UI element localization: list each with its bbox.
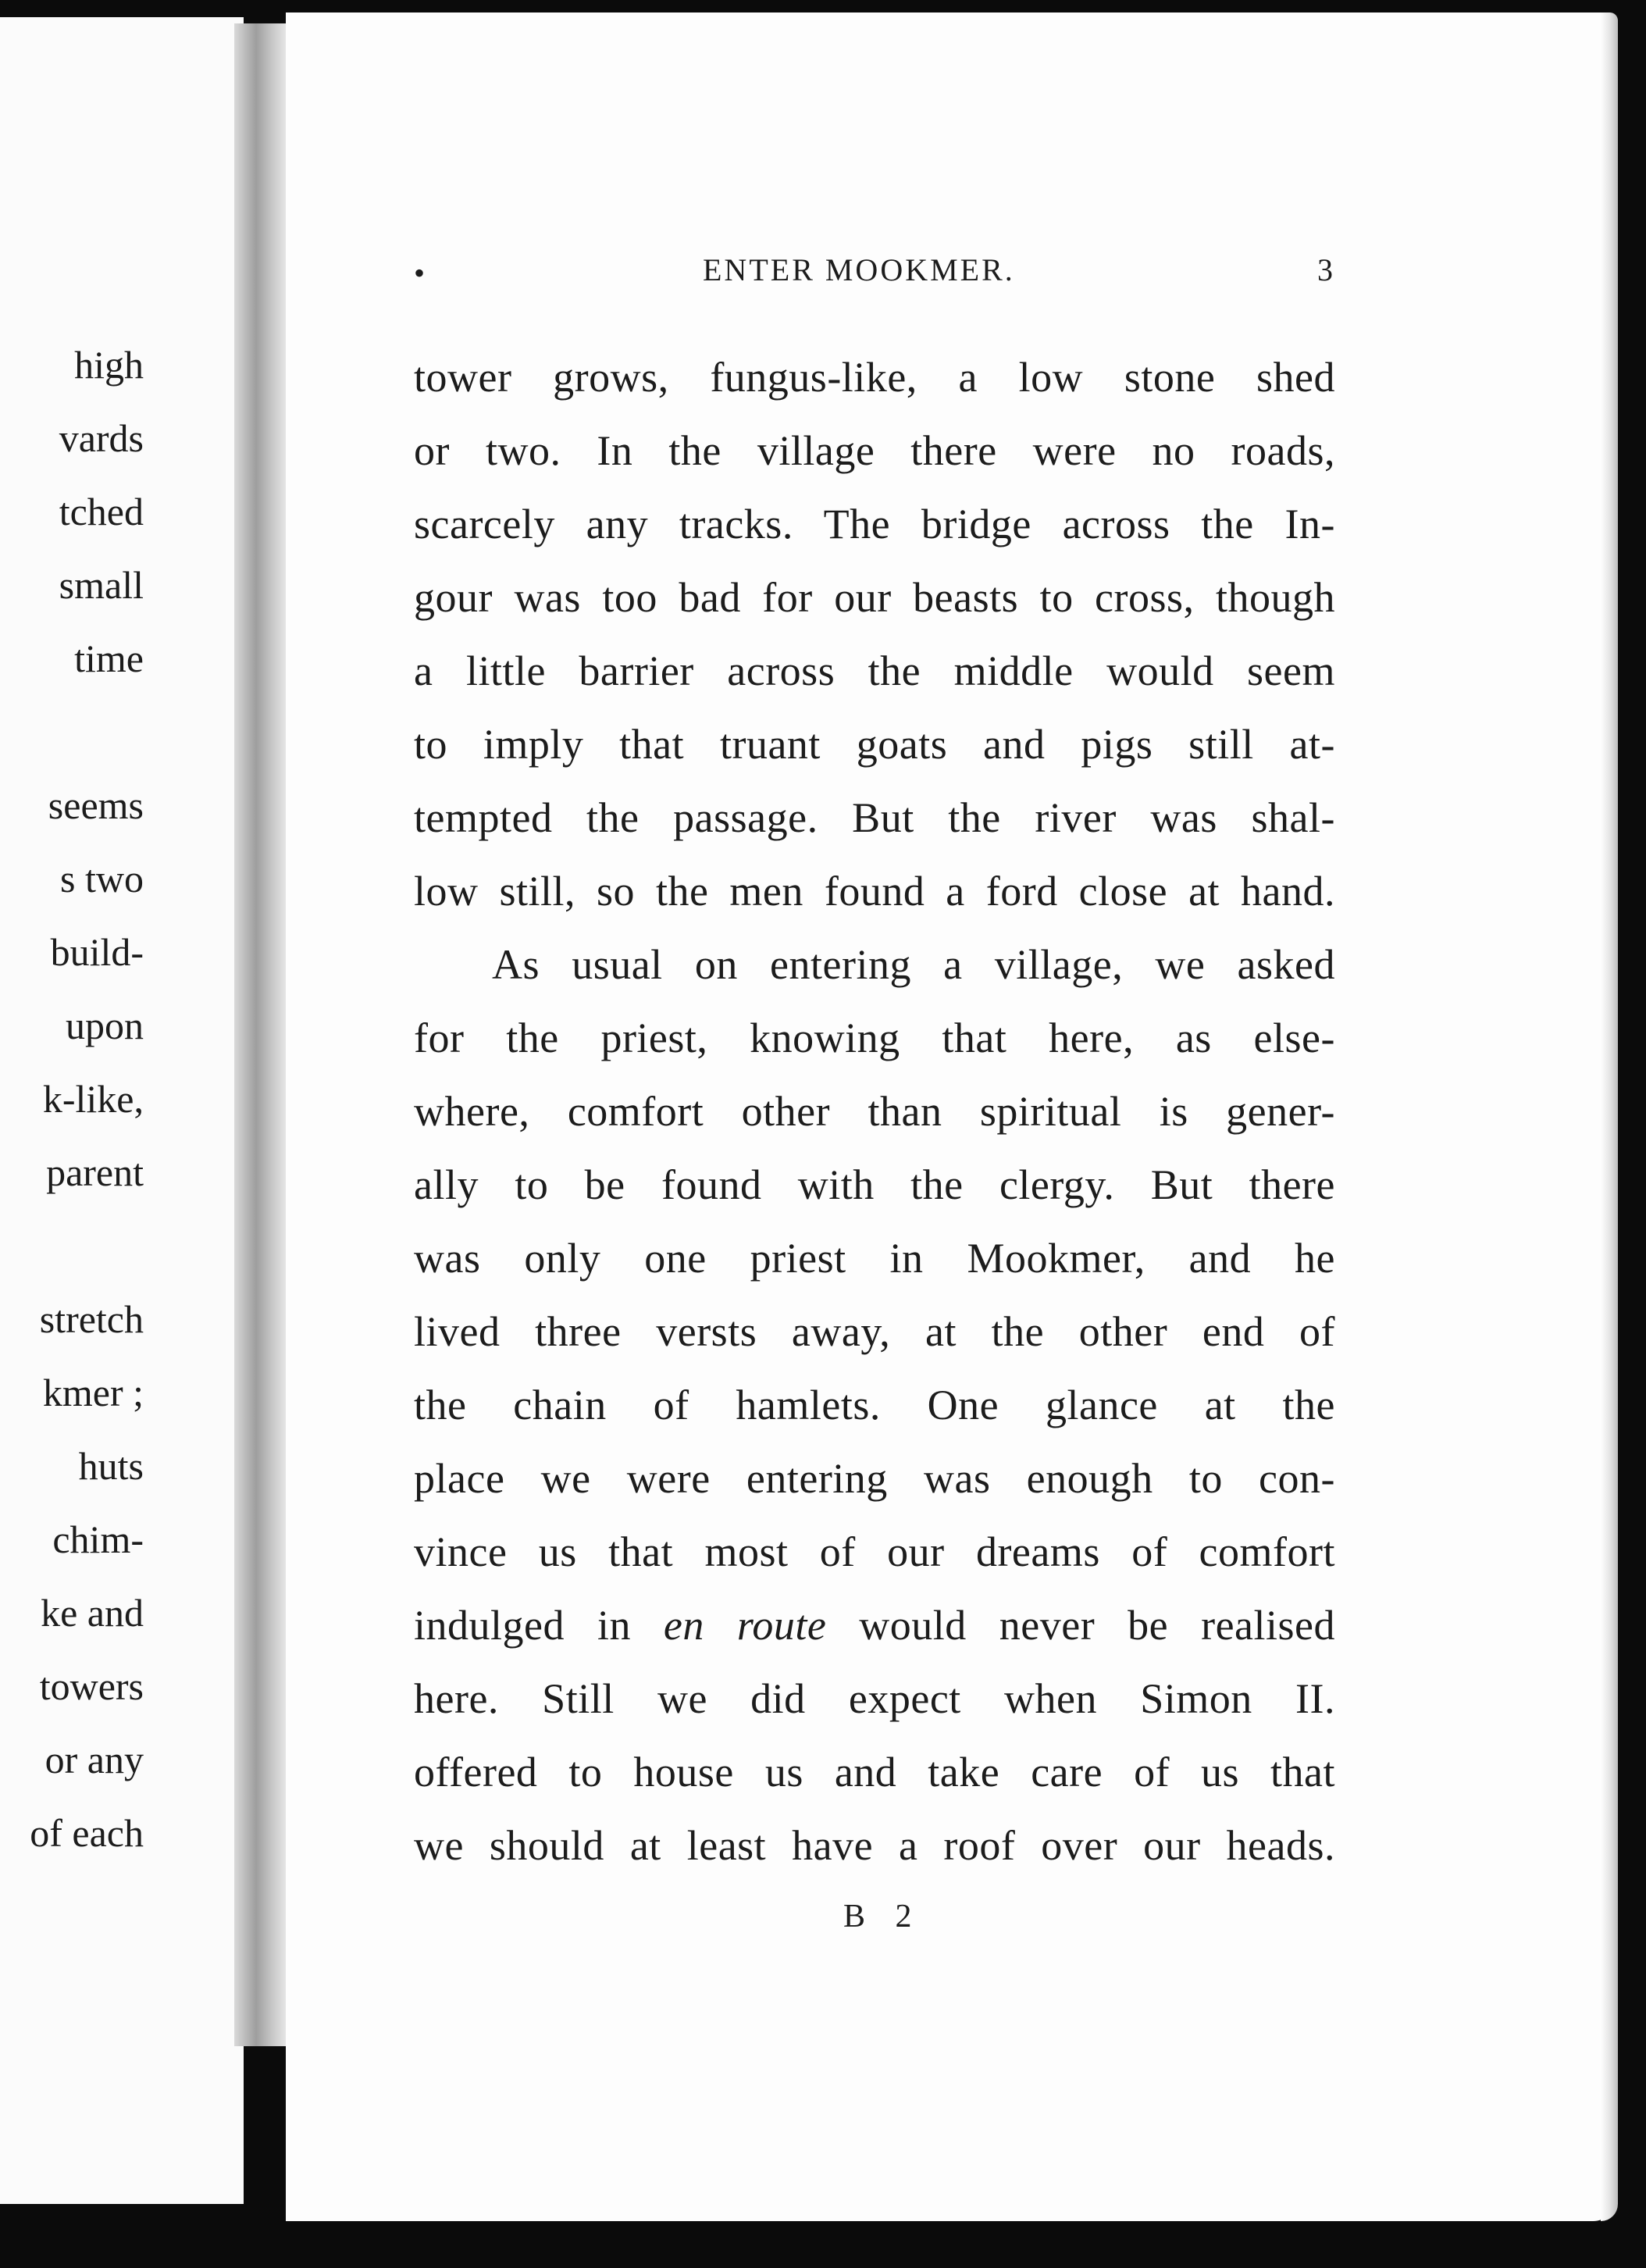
fragment-text: kmer ; xyxy=(42,1371,144,1414)
fragment-text: towers xyxy=(39,1664,144,1708)
text-line: low still, so the men found a ford close at hand. xyxy=(414,868,1335,915)
fragment-text: huts xyxy=(78,1444,144,1488)
text-line: the chain of hamlets. One glance at the xyxy=(414,1382,1335,1428)
text-line: ally to be found with the clergy. But there xyxy=(414,1161,1335,1208)
fragment-text: k-like, xyxy=(42,1077,144,1121)
text-line: gour was too bad for our beasts to cross, though xyxy=(414,574,1335,621)
text-line: scarcely any tracks. The bridge across the In- xyxy=(414,501,1335,547)
fragment-text: vards xyxy=(59,416,144,460)
paragraph-first-line: As usual on entering a village, we asked xyxy=(492,941,1335,988)
text-line: here. Still we did expect when Simon II. xyxy=(414,1675,1335,1722)
text-line: where, comfort other than spiritual is gener- xyxy=(414,1088,1335,1135)
fragment-text: chim- xyxy=(52,1517,144,1561)
text-line: a little barrier across the middle would seem xyxy=(414,647,1335,694)
running-header xyxy=(414,251,1335,295)
previous-page-fragment xyxy=(0,17,244,2204)
fragment-text: tched xyxy=(59,490,144,533)
fragment-text: stretch xyxy=(39,1297,144,1341)
fragment-text: high xyxy=(74,343,144,387)
fragment-text: s two xyxy=(60,857,144,900)
page-number: 3 xyxy=(1317,252,1335,287)
text-line: we should at least have a roof over our heads. xyxy=(414,1822,1335,1869)
fragment-text: or any xyxy=(45,1738,144,1781)
text-line: was only one priest in Mookmer, and he xyxy=(414,1235,1335,1282)
fragment-text: of each xyxy=(30,1811,144,1855)
text-line: tempted the passage. But the river was shal- xyxy=(414,794,1335,841)
text-line: place we were entering was enough to con- xyxy=(414,1455,1335,1502)
text-line: or two. In the village there were no roads, xyxy=(414,427,1335,474)
fragment-text: seems xyxy=(48,783,144,827)
text-line: vince us that most of our dreams of comfort xyxy=(414,1528,1335,1575)
book-gutter xyxy=(234,23,289,2046)
page-edge xyxy=(1601,12,1618,2221)
fragment-text: time xyxy=(74,637,144,680)
signature-mark: B 2 xyxy=(843,1899,923,1935)
text-line: tower grows, fungus-like, a low stone shed xyxy=(414,354,1335,401)
fragment-text: build- xyxy=(50,930,144,974)
fragment-text: small xyxy=(59,563,144,607)
running-title: ENTER MOOKMER. xyxy=(703,252,1015,287)
italic-phrase: en route xyxy=(663,1602,827,1649)
text-line: to imply that truant goats and pigs still at- xyxy=(414,721,1335,768)
fragment-text: ke and xyxy=(41,1591,144,1635)
fragment-text: parent xyxy=(46,1150,144,1194)
text-line-with-italic xyxy=(414,1598,1335,1653)
text-line: lived three versts away, at the other end of xyxy=(414,1308,1335,1355)
text-fragment: would never be realised xyxy=(826,1602,1336,1649)
text-fragment: indulged in xyxy=(414,1602,664,1649)
fragment-text: upon xyxy=(66,1004,144,1047)
text-line: offered to house us and take care of us that xyxy=(414,1749,1335,1796)
header-dot: • xyxy=(414,255,428,291)
text-line: for the priest, knowing that here, as else- xyxy=(414,1015,1335,1061)
